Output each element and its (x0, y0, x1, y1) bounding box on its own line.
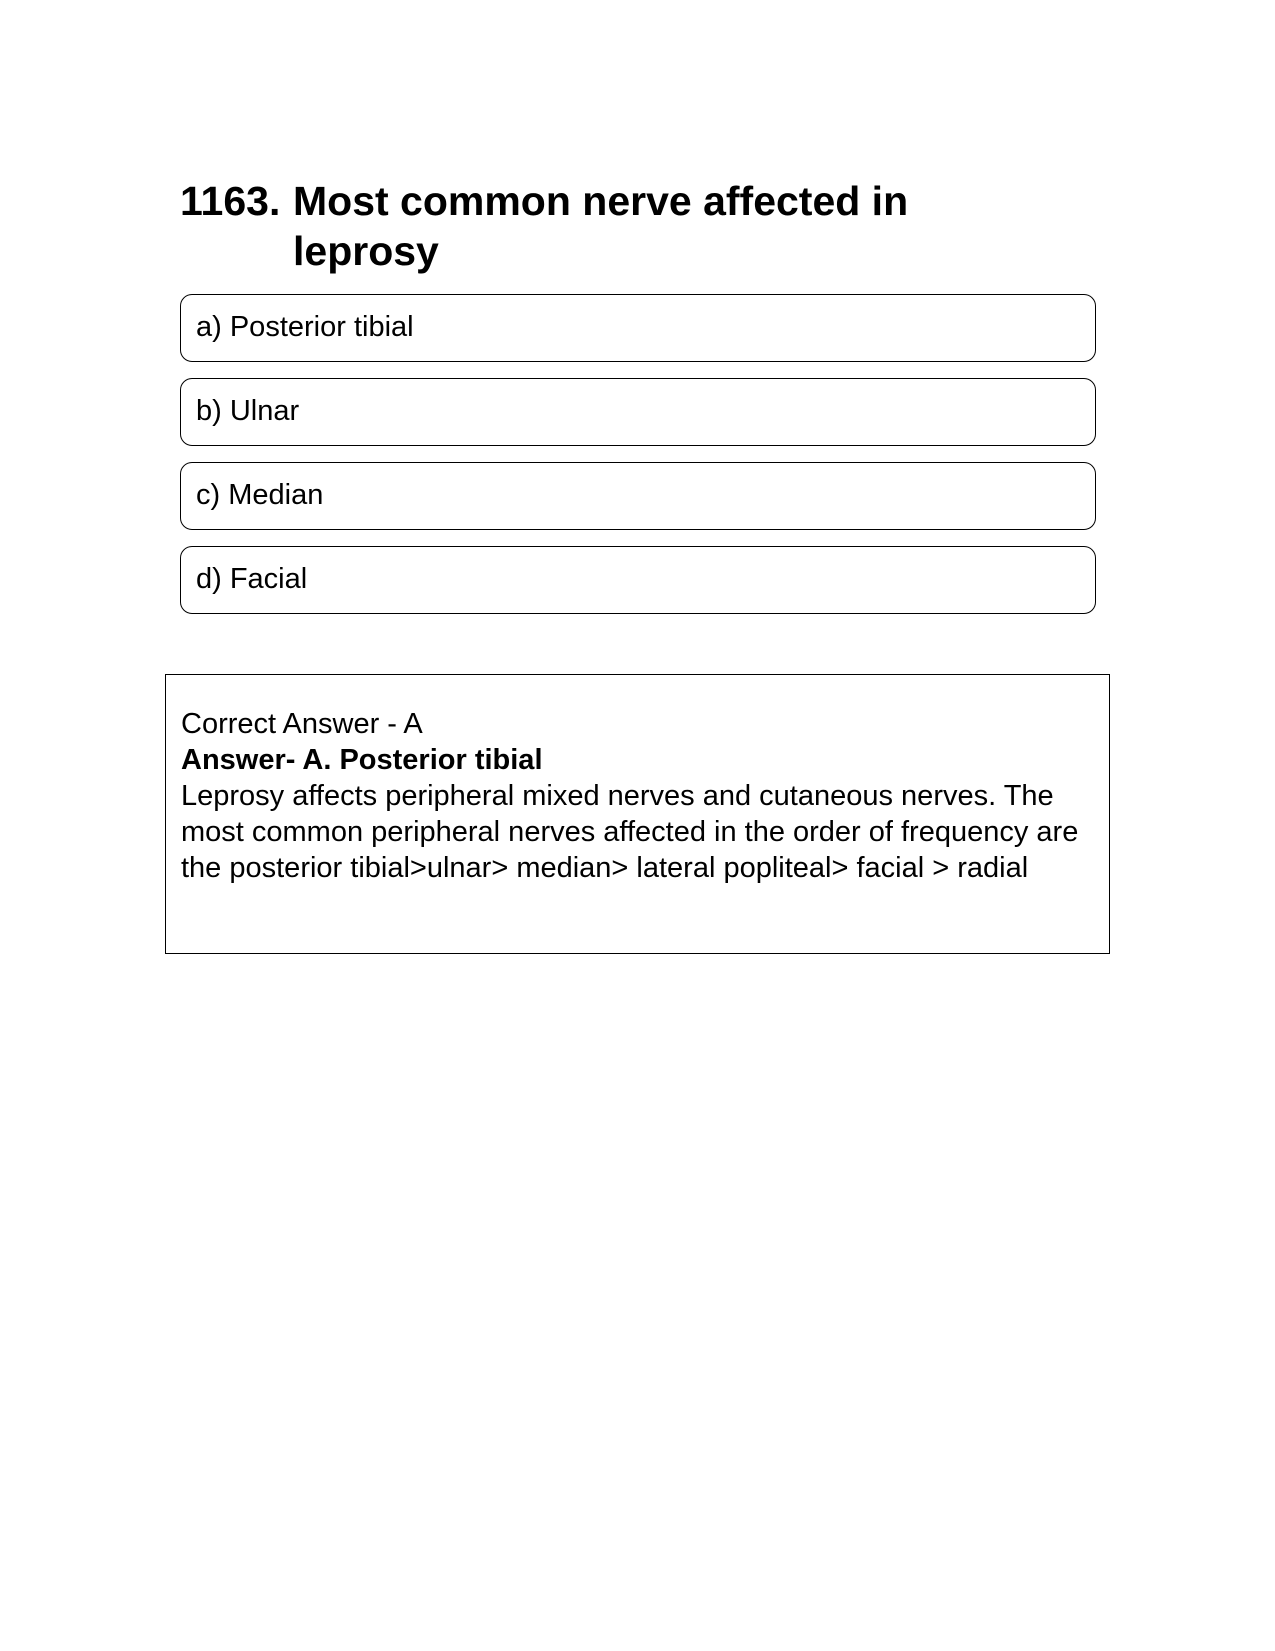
option-d[interactable]: d) Facial (180, 546, 1096, 614)
option-b[interactable]: b) Ulnar (180, 378, 1096, 446)
question-text: Most common nerve affected in leprosy (293, 178, 909, 274)
answer-box (165, 674, 1110, 954)
answer-explanation: Leprosy affects peripheral mixed nerves and cutaneous nerves. The most common peripheral nerves affected in the order of frequency are the posterior tibial>ulnar> median> lateral popliteal> facial > radial (181, 780, 1079, 884)
options-list (180, 294, 1096, 630)
question-number: 1163. (180, 178, 281, 224)
option-c[interactable]: c) Median (180, 462, 1096, 530)
correct-answer-line: Correct Answer - A (181, 708, 423, 740)
option-a[interactable]: a) Posterior tibial (180, 294, 1096, 362)
answer-title: Answer- A. Posterior tibial (181, 744, 543, 776)
question-heading (180, 176, 950, 276)
